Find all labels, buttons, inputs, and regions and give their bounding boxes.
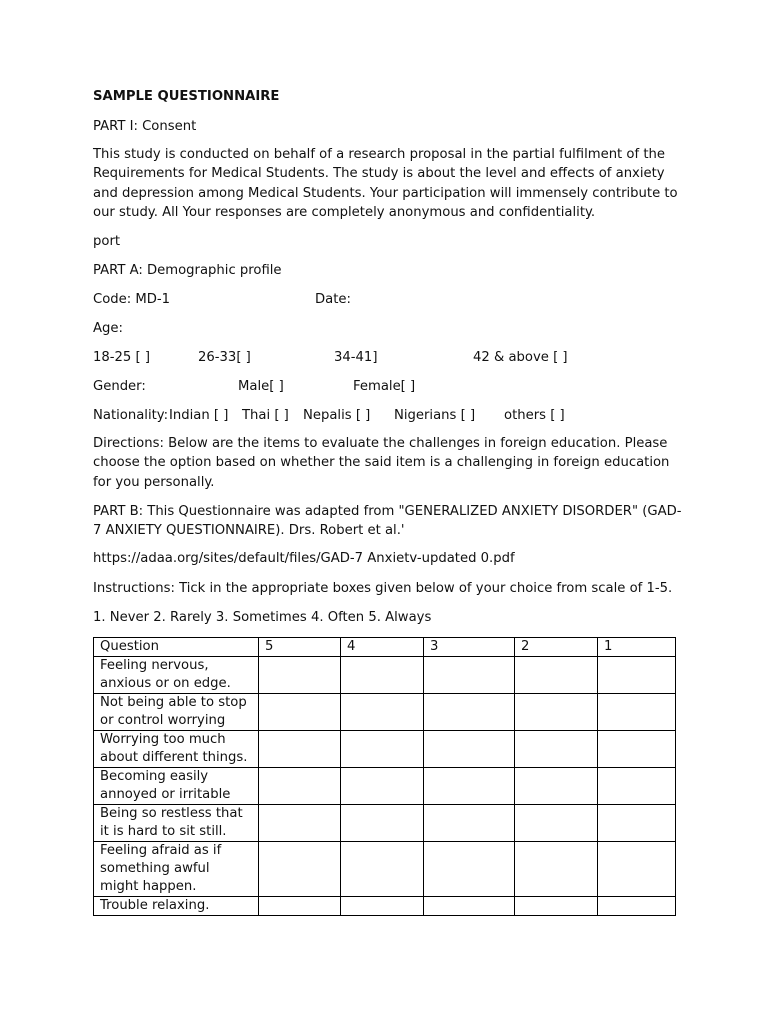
document-title: SAMPLE QUESTIONNAIRE: [93, 89, 280, 104]
rating-checkbox-cell[interactable]: [515, 842, 598, 897]
rating-checkbox-cell[interactable]: [424, 731, 515, 768]
rating-checkbox-cell[interactable]: [341, 657, 424, 694]
question-cell: Worrying too much about different things.: [94, 731, 259, 768]
table-header-cell: 2: [515, 638, 598, 657]
table-row: [94, 897, 676, 916]
part-1-heading: PART I: Consent: [93, 119, 197, 134]
rating-checkbox-cell[interactable]: [598, 897, 676, 916]
question-cell: Feeling afraid as if something awful might happen.: [94, 842, 259, 897]
rating-checkbox-cell[interactable]: [341, 694, 424, 731]
rating-checkbox-cell[interactable]: [341, 805, 424, 842]
rating-checkbox-cell[interactable]: [515, 731, 598, 768]
nationality-option-checkbox[interactable]: others [ ]: [504, 408, 565, 423]
rating-checkbox-cell[interactable]: [515, 694, 598, 731]
directions-paragraph: Directions: Below are the items to evaluate the challenges in foreign education. Please choose the option based on whether the said item is a challenging in foreign education for you personally.: [93, 436, 670, 490]
rating-checkbox-cell[interactable]: [515, 768, 598, 805]
table-row: [94, 657, 676, 694]
rating-checkbox-cell[interactable]: [424, 694, 515, 731]
question-cell: Not being able to stop or control worrying: [94, 694, 259, 731]
table-header-cell: Question: [94, 638, 259, 657]
age-option-checkbox[interactable]: 34-41]: [334, 350, 378, 365]
rating-checkbox-cell[interactable]: [598, 731, 676, 768]
rating-checkbox-cell[interactable]: [598, 805, 676, 842]
rating-checkbox-cell[interactable]: [515, 897, 598, 916]
rating-checkbox-cell[interactable]: [515, 805, 598, 842]
rating-checkbox-cell[interactable]: [341, 768, 424, 805]
consent-paragraph: This study is conducted on behalf of a research proposal in the partial fulfilment of the Requirements for Medical Students. The study is about the level and effects of anxiety and depression among Medical Students. Your participation will immensely contribute to our study. All Your responses are completely anonymous and confidentiality.: [93, 147, 678, 220]
table-header-cell: 1: [598, 638, 676, 657]
rating-checkbox-cell[interactable]: [598, 768, 676, 805]
gender-label: Gender:: [93, 379, 146, 394]
rating-checkbox-cell[interactable]: [259, 805, 341, 842]
scale-legend: 1. Never 2. Rarely 3. Sometimes 4. Often 5. Always: [93, 610, 432, 625]
table-row: [94, 731, 676, 768]
rating-checkbox-cell[interactable]: [259, 694, 341, 731]
rating-checkbox-cell[interactable]: [515, 657, 598, 694]
rating-checkbox-cell[interactable]: [341, 842, 424, 897]
rating-checkbox-cell[interactable]: [259, 768, 341, 805]
age-option-checkbox[interactable]: 18-25 [ ]: [93, 350, 150, 365]
age-option-checkbox[interactable]: 42 & above [ ]: [473, 350, 568, 365]
instructions-text: Instructions: Tick in the appropriate boxes given below of your choice from scale of 1-5.: [93, 581, 673, 596]
rating-checkbox-cell[interactable]: [598, 694, 676, 731]
age-label: Age:: [93, 321, 123, 336]
gender-option-checkbox[interactable]: Male[ ]: [238, 379, 284, 394]
table-row: [94, 768, 676, 805]
rating-checkbox-cell[interactable]: [424, 842, 515, 897]
source-url-link[interactable]: https://adaa.org/sites/default/files/GAD-7 Anxietv-updated 0.pdf: [93, 551, 515, 566]
gender-option-checkbox[interactable]: Female[ ]: [353, 379, 416, 394]
rating-checkbox-cell[interactable]: [259, 657, 341, 694]
nationality-option-checkbox[interactable]: Thai [ ]: [242, 408, 289, 423]
gad7-question-table: [93, 637, 676, 916]
rating-checkbox-cell[interactable]: [259, 731, 341, 768]
rating-checkbox-cell[interactable]: [259, 842, 341, 897]
rating-checkbox-cell[interactable]: [341, 897, 424, 916]
part-b-paragraph: PART B: This Questionnaire was adapted from "GENERALIZED ANXIETY DISORDER" (GAD-7 ANXIETY QUESTIONNAIRE). Drs. Robert et al.': [93, 504, 682, 539]
rating-checkbox-cell[interactable]: [341, 731, 424, 768]
question-cell: Being so restless that it is hard to sit still.: [94, 805, 259, 842]
port-text: port: [93, 234, 121, 249]
rating-checkbox-cell[interactable]: [598, 842, 676, 897]
rating-checkbox-cell[interactable]: [259, 897, 341, 916]
table-header-cell: 5: [259, 638, 341, 657]
table-row: [94, 805, 676, 842]
question-cell: Feeling nervous, anxious or on edge.: [94, 657, 259, 694]
rating-checkbox-cell[interactable]: [424, 805, 515, 842]
table-header-row: [94, 638, 676, 657]
rating-checkbox-cell[interactable]: [424, 897, 515, 916]
nationality-option-checkbox[interactable]: Indian [ ]: [169, 408, 229, 423]
rating-checkbox-cell[interactable]: [598, 657, 676, 694]
rating-checkbox-cell[interactable]: [424, 768, 515, 805]
table-row: [94, 694, 676, 731]
age-option-checkbox[interactable]: 26-33[ ]: [198, 350, 251, 365]
nationality-label: Nationality:: [93, 408, 169, 423]
table-header-cell: 3: [424, 638, 515, 657]
nationality-option-checkbox[interactable]: Nigerians [ ]: [394, 408, 476, 423]
part-a-heading: PART A: Demographic profile: [93, 263, 282, 278]
question-cell: Trouble relaxing.: [94, 897, 259, 916]
code-field: Code: MD-1: [93, 292, 171, 307]
nationality-option-checkbox[interactable]: Nepalis [ ]: [303, 408, 371, 423]
rating-checkbox-cell[interactable]: [424, 657, 515, 694]
table-header-cell: 4: [341, 638, 424, 657]
question-cell: Becoming easily annoyed or irritable: [94, 768, 259, 805]
date-field: Date:: [315, 292, 351, 307]
table-row: [94, 842, 676, 897]
